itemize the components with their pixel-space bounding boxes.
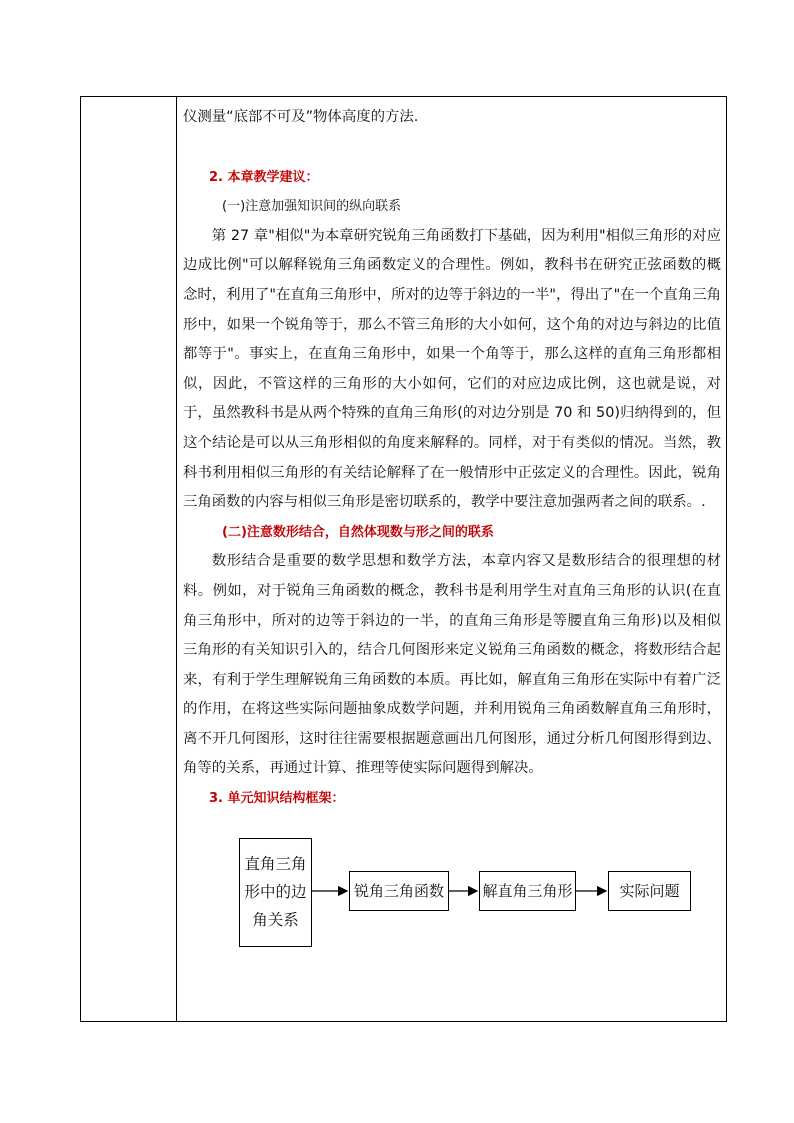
content-cell	[183, 103, 721, 958]
intro-line: 仪测量“底部不可及”物体高度的方法.	[183, 109, 419, 125]
subsection1-title: (一)注意加强知识间的纵向联系	[222, 199, 402, 215]
content-table	[80, 96, 727, 1022]
subsection1-paragraph: 第 27 章"相似"为本章研究锐角三角函数打下基础，因为利用"相似三角形的对应边成比例"可以解释锐角三角函数定义的合理性。例如，教科书在研究正弦函数的概念时，利用了"在直角三角形中，所对的边等于斜边的一半"，得出了"在一个直角三角形中，如果一个锐角等于，那么不管三角形的大小如何，这个角的对边与斜边的比值都等于"。事实上，在直角三角形中，如果一个角等于，那么这样的直角三角形都相似，因此，不管这样的三角形的大小如何，它们的对应边成比例，这也就是说，对于，虽然教科书是从两个特殊的直角三角形(的对边分别是 70 和 50)归纳得到的，但这个结论是可以从三角形相似的角度来解释的。同样，对于有类似的情况。当然，教科书利用相似三角形的有关结论解释了在一般情形中正弦定义的合理性。因此，锐角三角函数的内容与相似三角形是密切联系的，教学中要注意加强两者之间的联系。.	[183, 227, 721, 511]
box-trig-functions: 锐角三角函数	[349, 871, 449, 911]
box-solve-right-triangle: 解直角三角形	[479, 871, 576, 911]
section3-heading: 3. 单元知识结构框架：	[209, 791, 345, 807]
column-divider	[176, 97, 177, 1021]
section2-heading: 2. 本章教学建议：	[209, 169, 319, 185]
subsection2-title: (二)注意数形结合，自然体现数与形之间的联系	[222, 524, 494, 540]
spacer	[183, 133, 721, 163]
subsection2-paragraph: 数形结合是重要的数学思想和数学方法，本章内容又是数形结合的很理想的材料。例如，对于锐角三角函数的概念，教科书是利用学生对直角三角形的认识(在直角三角形中，所对的边等于斜边的一半，的直角三角形是等腰直角三角形)以及相似三角形的有关知识引入的，结合几何图形来定义锐角三角函数的概念，将数形结合起来，有利于学生理解锐角三角函数的本质。再比如，解直角三角形在实际中有着广泛的作用，在将这些实际问题抽象成数学问题，并利用锐角三角函数解直角三角形时，离不开几何图形，这时往往需要根据题意画出几何图形，通过分析几何图形得到边、角等的关系，再通过计算、推理等使实际问题得到解决。	[183, 553, 721, 777]
knowledge-structure-diagram	[183, 828, 721, 958]
box-practical-problems: 实际问题	[608, 871, 691, 911]
box-edge-angle-relation: 直角三角形中的边角关系	[239, 838, 312, 947]
